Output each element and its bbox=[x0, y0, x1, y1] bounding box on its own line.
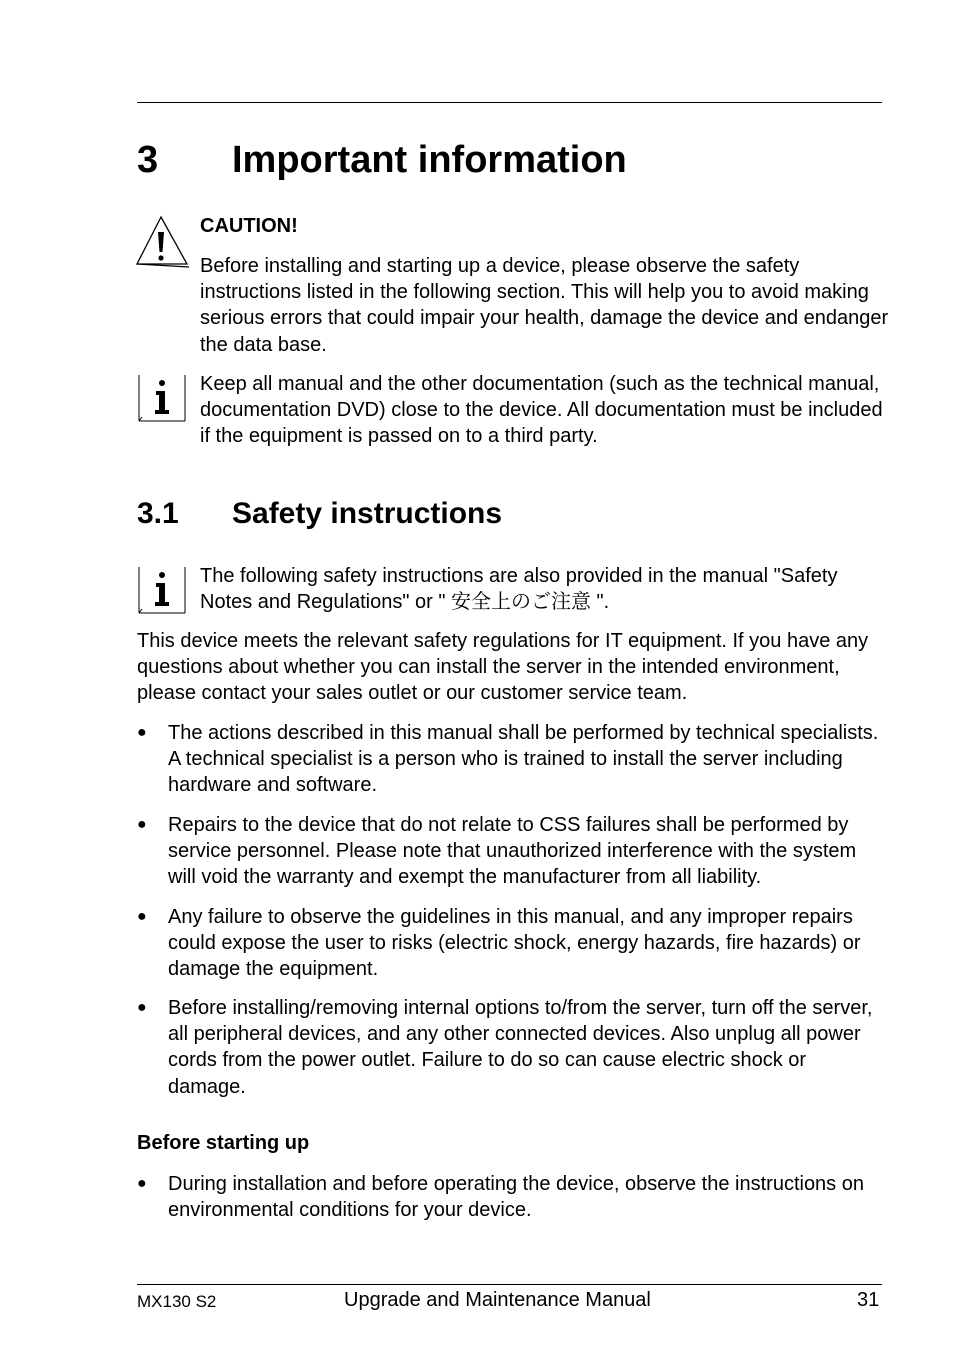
bullet-icon: ● bbox=[137, 724, 147, 741]
info-i-icon bbox=[138, 566, 188, 616]
info-note-text: Keep all manual and the other documentation (such as the technical manual, documentation DVD) close to the device. All documentation must be included if the equipment is passed on to a third party. bbox=[200, 373, 883, 448]
bullet-icon: ● bbox=[137, 908, 147, 925]
chapter-title: Important information bbox=[232, 139, 627, 181]
footer-model: MX130 S2 bbox=[137, 1292, 217, 1311]
section-number: 3.1 bbox=[137, 497, 179, 530]
list-item: Repairs to the device that do not relate to CSS failures shall be performed by service personnel. Please note that unauthorized interference with the system will void the warranty and exempt the manufacturer from all liability. bbox=[168, 814, 857, 889]
list-item: During installation and before operating the device, observe the instructions on environmental conditions for your device. bbox=[168, 1173, 864, 1222]
list-item: Before installing/removing internal options to/from the server, turn off the server, all peripheral devices, and any other connected devices. Also unplug all power cords from the power outlet. Failure to do so can cause electric shock or damage. bbox=[168, 997, 873, 1098]
warning-triangle-icon bbox=[134, 214, 192, 270]
footer-manual-title: Upgrade and Maintenance Manual bbox=[344, 1289, 651, 1311]
subheading: Before starting up bbox=[137, 1132, 310, 1154]
intro-paragraph: This device meets the relevant safety regulations for IT equipment. If you have any questions about whether you can install the server in the intended environment, please contact your sales outlet or our customer service team. bbox=[137, 630, 869, 705]
list-item: The actions described in this manual shall be performed by technical specialists. A technical specialist is a person who is trained to install the server including hardware and software. bbox=[168, 722, 879, 797]
footer-rule bbox=[137, 1284, 882, 1285]
caution-heading: CAUTION! bbox=[200, 215, 298, 237]
info-note-text: The following safety instructions are also provided in the manual "Safety Notes and Regulations" or " 安全上のご注意 ". bbox=[200, 565, 838, 614]
caution-text: Before installing and starting up a device, please observe the safety instructions listed in the following section. This will help you to avoid making serious errors that could impair your health, damage the device and endanger the data base. bbox=[200, 255, 889, 356]
bullet-icon: ● bbox=[137, 816, 147, 833]
bullet-icon: ● bbox=[137, 999, 147, 1016]
page-number: 31 bbox=[857, 1289, 880, 1311]
header-rule bbox=[137, 102, 882, 103]
info-i-icon bbox=[138, 374, 188, 424]
bullet-icon: ● bbox=[137, 1175, 147, 1192]
chapter-number: 3 bbox=[137, 139, 159, 181]
section-title: Safety instructions bbox=[232, 497, 503, 530]
list-item: Any failure to observe the guidelines in this manual, and any improper repairs could expose the user to risks (electric shock, energy hazards, fire hazards) or damage the equipment. bbox=[168, 906, 861, 981]
